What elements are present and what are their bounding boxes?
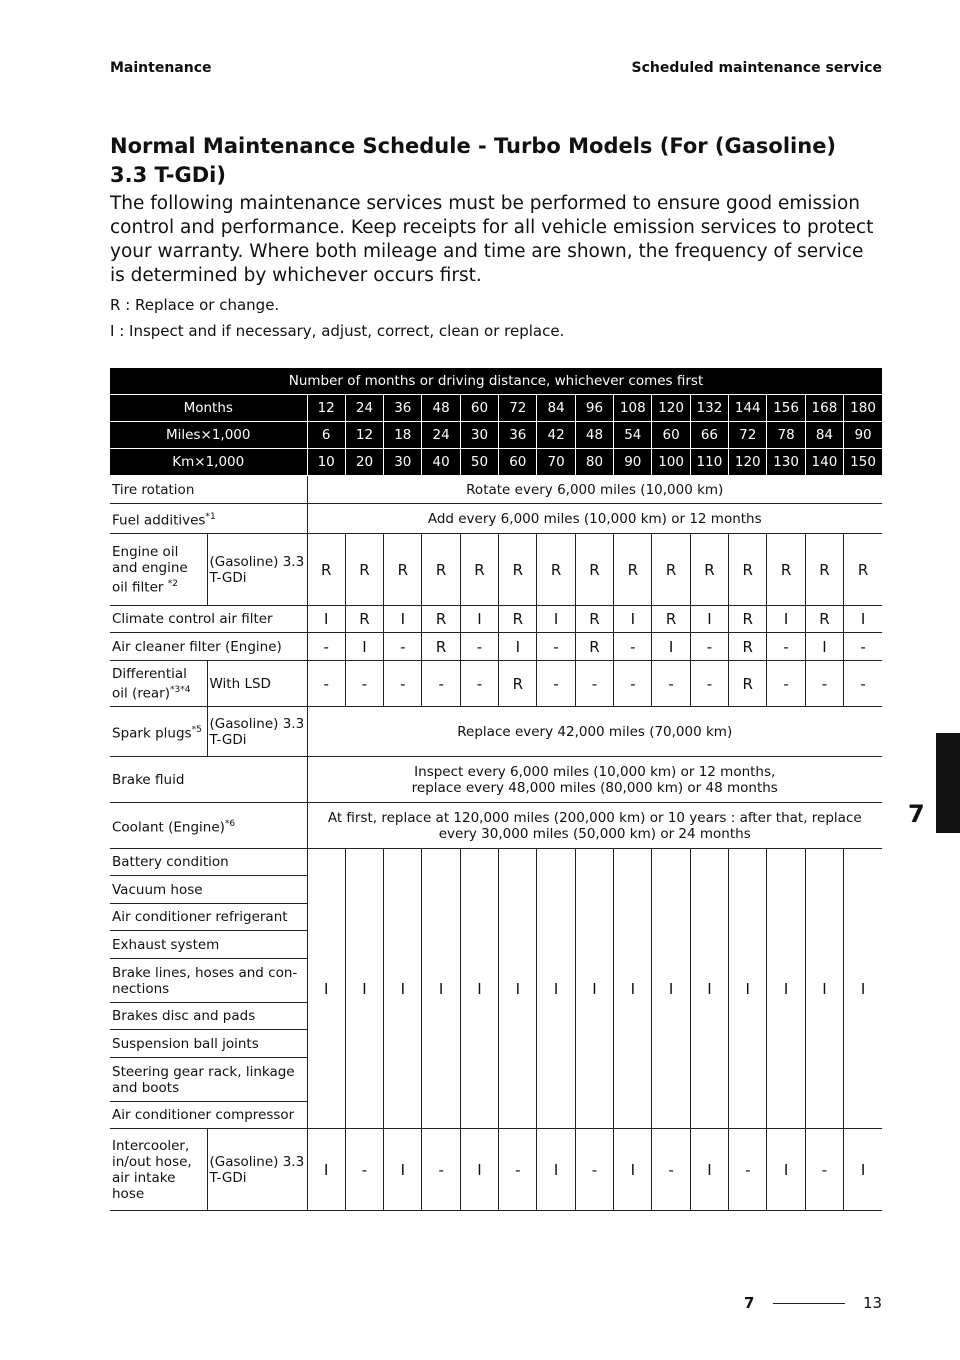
- table-row: [110, 707, 882, 757]
- row-label: Tire rotation: [110, 476, 307, 504]
- schedule-cell: R: [345, 606, 383, 633]
- schedule-cell: R: [575, 534, 613, 606]
- intro-paragraph: The following maintenance services must be performed to ensure good emission control and performance. Keep receipts for all vehicle emission services to protect your warranty. Where both mileage and time are shown, the frequency of service is determined by whichever occurs first.: [110, 193, 874, 286]
- table-row: [110, 661, 882, 707]
- schedule-cell: I: [767, 1129, 805, 1211]
- interval-cell: 12: [345, 422, 383, 449]
- schedule-cell: I: [690, 1129, 728, 1211]
- interval-cell: 20: [345, 449, 383, 476]
- schedule-cell: R: [652, 606, 690, 633]
- schedule-cell: R: [537, 534, 575, 606]
- schedule-cell: R: [690, 534, 728, 606]
- chapter-tab: [936, 733, 960, 833]
- interval-cell: 30: [384, 449, 422, 476]
- schedule-cell: -: [307, 661, 345, 707]
- table-row: [110, 606, 882, 633]
- schedule-cell: -: [729, 1129, 767, 1211]
- interval-cell: 120: [652, 395, 690, 422]
- schedule-cell: R: [729, 661, 767, 707]
- schedule-cell: -: [805, 1129, 843, 1211]
- schedule-cell: I: [460, 606, 498, 633]
- row-sublabel: (Gasoline) 3.3 T-GDi: [207, 707, 307, 757]
- schedule-cell: I: [844, 1129, 882, 1211]
- interval-cell: 24: [422, 422, 460, 449]
- legend-replace: R : Replace or change.: [110, 296, 280, 314]
- schedule-cell: I: [307, 606, 345, 633]
- interval-cell: 130: [767, 449, 805, 476]
- row-note: Add every 6,000 miles (10,000 km) or 12 months: [307, 504, 882, 534]
- interval-cell: 50: [460, 449, 498, 476]
- schedule-cell: I: [844, 849, 882, 1129]
- row-label: Climate control air filter: [110, 606, 307, 633]
- schedule-cell: I: [767, 849, 805, 1129]
- footnote-marker: *2: [167, 578, 178, 589]
- schedule-cell: -: [844, 633, 882, 661]
- schedule-cell: -: [844, 661, 882, 707]
- interval-cell: 10: [307, 449, 345, 476]
- interval-cell: 156: [767, 395, 805, 422]
- schedule-cell: I: [307, 849, 345, 1129]
- table-caption: Number of months or driving distance, whichever comes first: [110, 368, 882, 395]
- schedule-cell: R: [307, 534, 345, 606]
- row-label: Spark plugs$^{*5}$: [110, 707, 207, 757]
- schedule-cell: -: [575, 661, 613, 707]
- schedule-cell: -: [460, 633, 498, 661]
- schedule-cell: R: [575, 606, 613, 633]
- interval-cell: 54: [614, 422, 652, 449]
- schedule-cell: -: [460, 661, 498, 707]
- footnote-marker: *6: [224, 818, 236, 829]
- schedule-cell: R: [844, 534, 882, 606]
- schedule-cell: -: [499, 1129, 537, 1211]
- schedule-cell: -: [307, 633, 345, 661]
- schedule-cell: I: [805, 849, 843, 1129]
- miles-row: [110, 422, 882, 449]
- row-label: Intercooler, in/out hose, air intake hose: [110, 1129, 207, 1211]
- table-caption-row: [110, 368, 882, 395]
- schedule-cell: I: [384, 849, 422, 1129]
- schedule-cell: R: [729, 606, 767, 633]
- interval-cell: 18: [384, 422, 422, 449]
- maintenance-schedule-table: [110, 368, 882, 1211]
- schedule-cell: I: [537, 606, 575, 633]
- interval-cell: 60: [499, 449, 537, 476]
- schedule-cell: -: [805, 661, 843, 707]
- schedule-cell: R: [499, 606, 537, 633]
- schedule-cell: R: [422, 534, 460, 606]
- schedule-cell: R: [652, 534, 690, 606]
- schedule-cell: I: [345, 633, 383, 661]
- interval-cell: 48: [422, 395, 460, 422]
- row-note: [307, 757, 882, 803]
- row-label: Vacuum hose: [110, 876, 307, 904]
- row-label: Air conditioner compressor: [110, 1102, 307, 1129]
- interval-cell: 110: [690, 449, 728, 476]
- schedule-cell: R: [767, 534, 805, 606]
- footnote-marker: *1: [205, 511, 216, 522]
- schedule-cell: I: [844, 606, 882, 633]
- interval-cell: 150: [844, 449, 882, 476]
- km-label: Km×1,000: [110, 449, 307, 476]
- schedule-cell: -: [345, 661, 383, 707]
- row-label: Brake lines, hoses and con-nections: [110, 959, 307, 1003]
- row-label: Fuel additives$^{*1}$: [110, 504, 307, 534]
- schedule-cell: -: [384, 661, 422, 707]
- schedule-cell: R: [499, 534, 537, 606]
- footer-divider: [773, 1303, 845, 1304]
- interval-cell: 100: [652, 449, 690, 476]
- legend-inspect: I : Inspect and if necessary, adjust, correct, clean or replace.: [110, 322, 565, 340]
- schedule-cell: R: [729, 534, 767, 606]
- interval-cell: 84: [537, 395, 575, 422]
- row-label: Differential oil (rear)$^{*3*4}$: [110, 661, 207, 707]
- schedule-cell: R: [805, 606, 843, 633]
- table-row: [110, 633, 882, 661]
- footnote-marker: *5: [191, 724, 202, 735]
- interval-cell: 12: [307, 395, 345, 422]
- schedule-cell: -: [422, 661, 460, 707]
- schedule-cell: I: [652, 849, 690, 1129]
- interval-cell: 48: [575, 422, 613, 449]
- interval-cell: 30: [460, 422, 498, 449]
- schedule-cell: R: [422, 633, 460, 661]
- row-note: [307, 803, 882, 849]
- schedule-cell: I: [805, 633, 843, 661]
- schedule-cell: -: [575, 1129, 613, 1211]
- schedule-cell: I: [537, 849, 575, 1129]
- row-note: Replace every 42,000 miles (70,000 km): [307, 707, 882, 757]
- row-label: Suspension ball joints: [110, 1030, 307, 1058]
- footnote-marker: *3*4: [169, 684, 191, 695]
- schedule-cell: R: [499, 661, 537, 707]
- schedule-cell: I: [384, 606, 422, 633]
- interval-cell: 144: [729, 395, 767, 422]
- interval-cell: 36: [499, 422, 537, 449]
- inspection-group: [110, 849, 882, 1129]
- schedule-cell: I: [499, 849, 537, 1129]
- schedule-cell: -: [422, 1129, 460, 1211]
- schedule-cell: R: [729, 633, 767, 661]
- schedule-cell: I: [575, 849, 613, 1129]
- table-row: [110, 1129, 882, 1211]
- schedule-cell: -: [690, 633, 728, 661]
- row-label: Steering gear rack, linkage and boots: [110, 1058, 307, 1102]
- row-label: Battery condition: [110, 849, 307, 876]
- schedule-cell: I: [537, 1129, 575, 1211]
- row-label: Exhaust system: [110, 931, 307, 959]
- row-label: Brakes disc and pads: [110, 1003, 307, 1030]
- chapter-tab-number: 7: [908, 800, 925, 828]
- interval-cell: 24: [345, 395, 383, 422]
- interval-cell: 168: [805, 395, 843, 422]
- interval-cell: 42: [537, 422, 575, 449]
- footer-page-number: 13: [863, 1294, 883, 1312]
- interval-cell: 80: [575, 449, 613, 476]
- schedule-cell: -: [652, 661, 690, 707]
- interval-cell: 96: [575, 395, 613, 422]
- schedule-cell: I: [307, 1129, 345, 1211]
- note-line: every 30,000 miles (50,000 km) or 24 months: [438, 825, 751, 842]
- schedule-cell: -: [537, 633, 575, 661]
- interval-cell: 72: [729, 422, 767, 449]
- schedule-cell: I: [690, 606, 728, 633]
- schedule-cell: I: [614, 606, 652, 633]
- interval-cell: 66: [690, 422, 728, 449]
- schedule-cell: R: [805, 534, 843, 606]
- table-row: [110, 849, 882, 876]
- schedule-cell: I: [614, 1129, 652, 1211]
- schedule-cell: -: [614, 633, 652, 661]
- schedule-cell: -: [614, 661, 652, 707]
- header-section-title: Maintenance: [110, 60, 212, 76]
- schedule-cell: R: [460, 534, 498, 606]
- page-title: Normal Maintenance Schedule - Turbo Models (For (Gasoline) 3.3 T-GDi): [110, 134, 837, 187]
- interval-cell: 120: [729, 449, 767, 476]
- schedule-cell: R: [614, 534, 652, 606]
- note-line: At first, replace at 120,000 miles (200,000 km) or 10 years : after that, replace: [327, 809, 862, 826]
- interval-cell: 70: [537, 449, 575, 476]
- schedule-cell: -: [652, 1129, 690, 1211]
- schedule-cell: I: [499, 633, 537, 661]
- interval-cell: 36: [384, 395, 422, 422]
- table-row: [110, 534, 882, 606]
- row-label: Engine oil and engine oil filter $^{*2}$: [110, 534, 207, 606]
- note-line: replace every 48,000 miles (80,000 km) or 48 months: [411, 779, 778, 796]
- schedule-cell: I: [345, 849, 383, 1129]
- months-row: [110, 395, 882, 422]
- miles-label: Miles×1,000: [110, 422, 307, 449]
- schedule-cell: I: [614, 849, 652, 1129]
- note-line: Inspect every 6,000 miles (10,000 km) or 12 months,: [414, 763, 776, 780]
- schedule-cell: -: [384, 633, 422, 661]
- interval-cell: 60: [652, 422, 690, 449]
- interval-cell: 108: [614, 395, 652, 422]
- table-row: [110, 803, 882, 849]
- interval-cell: 90: [614, 449, 652, 476]
- table-row: [110, 504, 882, 534]
- row-label: Air conditioner refrigerant: [110, 904, 307, 931]
- row-sublabel: (Gasoline) 3.3 T-GDi: [207, 534, 307, 606]
- schedule-cell: -: [767, 661, 805, 707]
- months-label: Months: [110, 395, 307, 422]
- interval-cell: 60: [460, 395, 498, 422]
- table-row: [110, 476, 882, 504]
- schedule-cell: I: [729, 849, 767, 1129]
- schedule-cell: -: [345, 1129, 383, 1211]
- schedule-cell: -: [690, 661, 728, 707]
- row-label: Air cleaner filter (Engine): [110, 633, 307, 661]
- interval-cell: 78: [767, 422, 805, 449]
- km-row: [110, 449, 882, 476]
- schedule-cell: R: [575, 633, 613, 661]
- schedule-cell: R: [422, 606, 460, 633]
- schedule-cell: -: [537, 661, 575, 707]
- footer-section-number: 7: [744, 1294, 755, 1312]
- schedule-cell: I: [384, 1129, 422, 1211]
- interval-cell: 180: [844, 395, 882, 422]
- schedule-cell: -: [767, 633, 805, 661]
- table-row: [110, 757, 882, 803]
- row-note: Rotate every 6,000 miles (10,000 km): [307, 476, 882, 504]
- schedule-cell: R: [345, 534, 383, 606]
- row-label: Brake fluid: [110, 757, 307, 803]
- interval-cell: 40: [422, 449, 460, 476]
- interval-cell: 90: [844, 422, 882, 449]
- row-label: Coolant (Engine)$^{*6}$: [110, 803, 307, 849]
- header-page-topic: Scheduled maintenance service: [631, 60, 882, 76]
- row-sublabel: With LSD: [207, 661, 307, 707]
- schedule-cell: I: [767, 606, 805, 633]
- schedule-cell: R: [384, 534, 422, 606]
- schedule-cell: I: [460, 1129, 498, 1211]
- interval-cell: 6: [307, 422, 345, 449]
- interval-cell: 72: [499, 395, 537, 422]
- interval-cell: 132: [690, 395, 728, 422]
- row-sublabel: (Gasoline) 3.3 T-GDi: [207, 1129, 307, 1211]
- schedule-cell: I: [422, 849, 460, 1129]
- interval-cell: 140: [805, 449, 843, 476]
- schedule-cell: I: [690, 849, 728, 1129]
- interval-cell: 84: [805, 422, 843, 449]
- schedule-cell: I: [460, 849, 498, 1129]
- schedule-cell: I: [652, 633, 690, 661]
